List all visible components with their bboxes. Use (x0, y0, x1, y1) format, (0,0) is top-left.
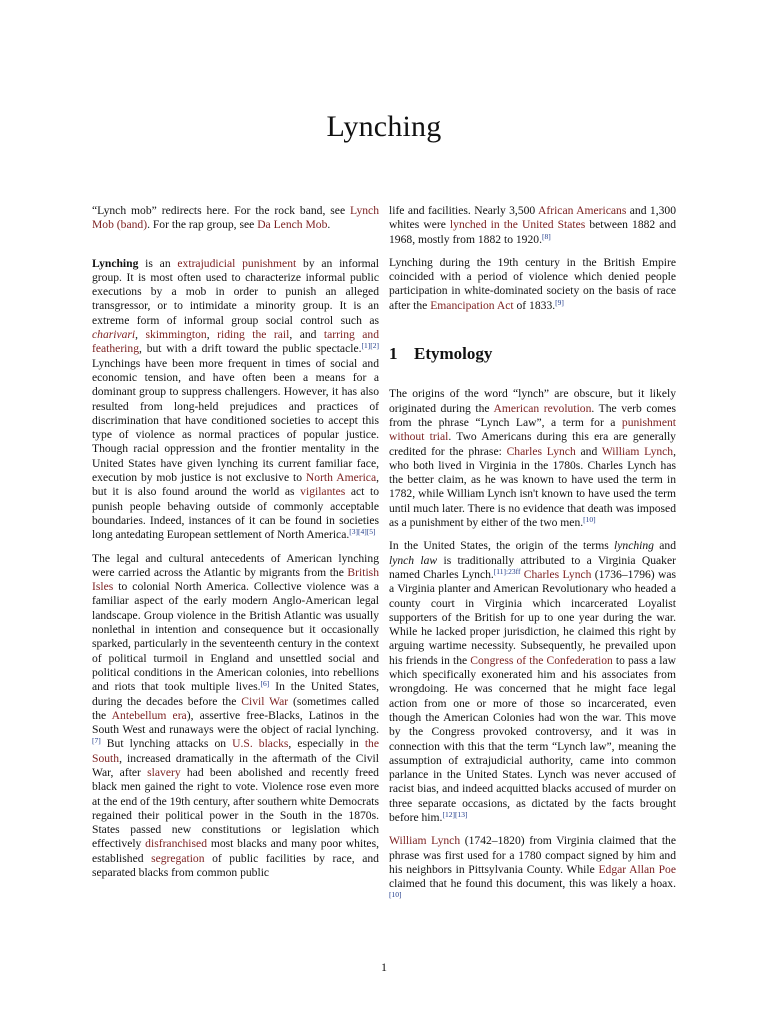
text: Lynching during the 19th century in the British Empire coincided with a period of violence which denied people participation in white-dominated society on the basis of race after the (389, 255, 676, 312)
link-charles-lynch[interactable]: Charles Lynch (506, 444, 576, 458)
article-title: Lynching (326, 110, 442, 143)
right-column (389, 204, 676, 915)
link-british-isles[interactable]: British Isles (92, 565, 379, 594)
text: act to punish people behaving outside of commonly acceptable boundaries. Indeed, instances of it can be found in societies long antedating European settlement of North America. (92, 485, 379, 542)
citation[interactable]: [10] (389, 890, 402, 900)
link-segregation[interactable]: segregation (151, 851, 205, 865)
link-emancipation-act[interactable]: Emancipation Act (430, 298, 514, 312)
text: The origins of the word “lynch” are obscure, but it likely originated during the (389, 387, 676, 415)
text: between 1882 and 1968, mostly from 1882 to 1920. (389, 218, 677, 246)
link-antebellum-era[interactable]: Antebellum era (111, 708, 187, 722)
link-william-lynch[interactable]: William Lynch (601, 444, 674, 458)
link-slavery[interactable]: slavery (147, 765, 181, 779)
text: . Two Americans during this era are generally credited for the phrase: (389, 430, 676, 458)
bold-term: Lynching (92, 256, 139, 270)
citation[interactable]: [3][4][5] (349, 527, 376, 537)
text: , and (289, 328, 324, 342)
hatnote (92, 204, 379, 233)
link-riding-the-rail[interactable]: riding the rail (217, 328, 290, 342)
text: had been abolished and recently freed black men gained the right to vote. Violence rose even more at the end of the 19th century, after southern white Democrats regained their political power in the South in the 1870s. States passed new constitutions or legislation which effectively (92, 765, 379, 851)
etymology-paragraph (389, 387, 676, 530)
citation[interactable]: [7] (92, 736, 101, 746)
citation[interactable]: [9] (555, 297, 564, 307)
text: of 1833. (513, 298, 556, 312)
text: Lynchings have been more frequent in times of social and economic tension, and have often been a means for a dominant group to suppress challengers. However, it has also resulted from long-held prejudices and practices of discrimination that have conditioned societies to accept this type of violence as normal practices of popular justice. Though racial oppression and the frontier mentality in the United States have given lynching its current familiar face, execution by mob justice is not exclusive to (92, 356, 379, 485)
link-african-americans[interactable]: African Americans (537, 204, 627, 217)
term-lynch-law: lynch law (389, 553, 438, 567)
link-the-south[interactable]: the South (92, 737, 379, 765)
link-disfranchised[interactable]: disfranchised (145, 837, 207, 851)
left-column (92, 204, 379, 889)
text: , especially in (288, 737, 365, 751)
section-title: Etymology (414, 344, 493, 364)
british-empire-paragraph (389, 256, 676, 313)
link-vigilantes[interactable]: vigilantes (300, 485, 346, 499)
text: ), assertive free-Blacks, Latinos in the South West and runaways were the object of racial lynching. (92, 708, 379, 737)
link-lynch-mob-band[interactable]: Lynch Mob (band) (92, 204, 379, 232)
text: The legal and cultural antecedents of American lynching were carried across the Atlantic by migrants from the (92, 551, 379, 579)
text: life and facilities. Nearly 3,500 (389, 204, 538, 217)
link-american-revolution[interactable]: American revolution (493, 401, 592, 415)
text: and 1,300 whites were (389, 204, 676, 232)
text: , who both lived in Virginia in the 1780s. Charles Lynch has the better claim, as he was known to have used the term in 1782, while William Lynch isn't known to have used the term until much later. There is no evidence that death was imposed as a punishment by either of the two men. (389, 444, 677, 530)
link-punishment-without-trial[interactable]: punishment without trial (389, 415, 676, 444)
link-skimmington[interactable]: skimmington (145, 328, 207, 342)
link-tarring-and-feathering[interactable]: tarring and feathering (92, 328, 380, 356)
text: is an (138, 256, 178, 270)
text: In the United States, the origin of the terms (389, 539, 615, 553)
term-lynching: lynching (614, 539, 654, 553)
citation[interactable]: [8] (541, 231, 551, 241)
text: , (206, 328, 218, 342)
text: claimed that he found this document, this was likely a hoax. (389, 877, 676, 891)
link-civil-war[interactable]: Civil War (241, 694, 289, 708)
link-lynched-in-the-united-states[interactable]: lynched in the United States (449, 218, 586, 232)
text: , but it is also found around the world as (92, 471, 380, 499)
text: to colonial North America. Collective violence was a familiar aspect of the early modern Anglo-American legal landscape. Group violence in the British Atlantic was usually nonlethal in intention and consequence but it occasionally sparked, particularly in the seventeenth century in the context of political turmoil in England and unsettled social and political conditions in the American colonies, into rebellions and riots that took multiple lives. (92, 580, 379, 694)
text: , increased dramatically in the aftermath of the Civil War, after (92, 751, 379, 779)
text: is traditionally attributed to a Virginia Quaker named Charles Lynch. (389, 553, 676, 581)
link-da-lench-mob[interactable]: Da Lench Mob (257, 218, 328, 232)
link-william-lynch[interactable]: William Lynch (389, 834, 461, 848)
link-charles-lynch[interactable]: Charles Lynch (523, 567, 592, 581)
text: of public facilities by race, and separated blacks from common public (92, 851, 379, 880)
citation[interactable]: [1][2] (361, 341, 379, 351)
text: , (135, 328, 146, 342)
link-congress-of-the-confederation[interactable]: Congress of the Confederation (470, 653, 613, 667)
hatnote-text: . For the rap group, see (147, 218, 258, 232)
section-number: 1 (389, 344, 398, 364)
link-extrajudicial-punishment[interactable]: extrajudicial punishment (177, 256, 297, 270)
text: to pass a law which specifically exonerated him and his associates from wrongdoing. He was concerned that he might face legal action from one or more of those so incarcerated, even though the American Colonies had won the war. This move by the Congress provoked controversy, and it was in connection with this that the term “Lynch law”, meaning the assumption of extrajudicial authority, came into common parlance in the United States. Lynch was never accused of racist bias, and indeed acquitted blacks accused of murder on three separate occasions, as dictated by the facts brought before him. (389, 653, 676, 824)
text: . The verb comes from the phrase “Lynch Law”, a term for a (389, 401, 676, 429)
hatnote-text: “Lynch mob” redirects here. For the rock band, see (92, 204, 351, 217)
text: (1742–1820) from Virginia claimed that the phrase was first used for a 1780 compact signed by him and his neighbors in Pittsylvania County. While (389, 834, 676, 876)
citation[interactable]: [11]:23ff (493, 566, 521, 576)
text: and (653, 539, 677, 553)
antecedents-paragraph (92, 552, 379, 881)
charles-lynch-paragraph (389, 539, 676, 825)
link-us-blacks[interactable]: U.S. blacks (232, 737, 289, 751)
citation[interactable]: [12][13] (442, 809, 468, 819)
citation[interactable]: [6] (260, 679, 270, 689)
text: (sometimes called the (92, 694, 379, 722)
link-edgar-allan-poe[interactable]: Edgar Allan Poe (598, 862, 676, 876)
text: But lynching attacks on (100, 737, 233, 751)
section-heading-etymology (389, 344, 676, 364)
link-charivari[interactable]: charivari (92, 328, 136, 342)
hatnote-text: . (327, 218, 331, 232)
intro-paragraph (92, 257, 379, 543)
link-north-america[interactable]: North America (305, 471, 377, 485)
text: by an informal group. It is most often used to characterize informal public executions by a mob in order to punish an alleged transgressor, or to intimidate a minority group. It is an extreme form of informal group social control such as (92, 256, 380, 327)
william-lynch-paragraph (389, 834, 676, 905)
text: most blacks and many poor whites, established (92, 837, 379, 865)
continuation-paragraph (389, 204, 676, 247)
text: and (575, 444, 602, 458)
text: , but with a drift toward the public spectacle. (139, 342, 362, 356)
citation[interactable]: [10] (583, 515, 596, 525)
page-number: 1 (381, 960, 387, 974)
text: (1736–1796) was a Virginia planter and American Revolutionary who headed a county court in Virginia which incarcerated Loyalist supporters of the British for up to one year during the war. While he lacked proper jurisdiction, he claimed this right by arguing wartime necessity. Subsequently, he prevailed upon his friends in the (389, 567, 676, 667)
text: In the United States, during the decades before the (92, 680, 380, 708)
